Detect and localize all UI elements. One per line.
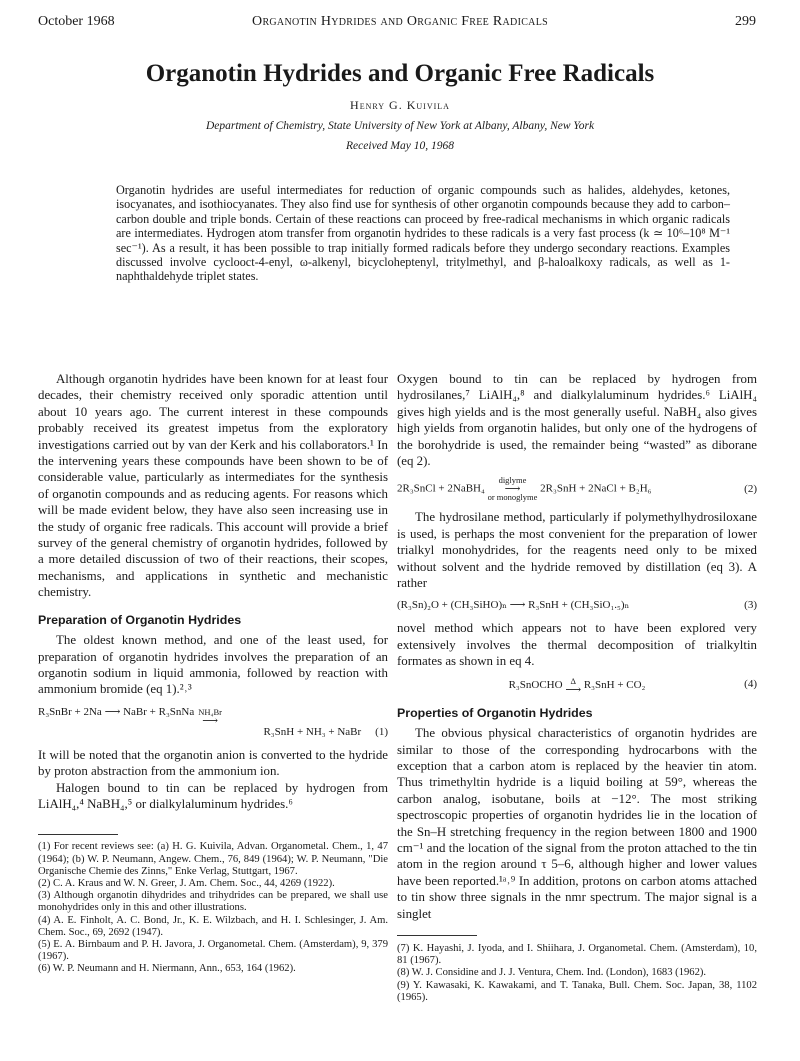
equation-2-number: (2) — [744, 482, 757, 495]
author-name: Henry G. Kuivila — [350, 98, 450, 112]
equation-4-number: (4) — [744, 677, 757, 690]
equation-2-arrow — [488, 476, 538, 502]
equation-4-arrow — [565, 677, 581, 694]
received-date: Received May 10, 1968 — [346, 140, 454, 152]
preparation-paragraph-5: The hydrosilane method, particularly if polymethylhydrosiloxane is used, is perhaps the most convenient for the preparation of lower trialkyl monohydrides, for the reagents need only to be mixed without solvent and the hydride removed by distillation (eq 3). A rather — [397, 510, 757, 591]
right-column — [397, 371, 757, 1004]
equation-3 — [397, 598, 757, 613]
equation-2-solvent: diglyme — [498, 475, 527, 486]
reaction-arrow-icon: ⟶ — [504, 483, 521, 496]
equation-1-number: (1) — [375, 725, 388, 738]
section-heading-preparation: Preparation of Organotin Hydrides — [38, 612, 242, 627]
footnote-3: (3) Although organotin dihydrides and trihydrides can be prepared, we shall use monohydrides only in this and other illustrations. — [38, 890, 388, 914]
equation-2-products: 2R₃SnH + 2NaCl + B₂H₆ — [540, 482, 652, 495]
footnote-5: (5) E. A. Birnbaum and P. H. Javora, J. Organometal. Chem. (Amsterdam), 9, 379 (1967). — [38, 938, 388, 963]
left-column — [38, 371, 388, 976]
equation-4-products: R₃SnH + CO₂ — [583, 678, 646, 691]
equation-1-reagent: NH₄Br — [198, 706, 222, 717]
running-header-title: Organotin Hydrides and Organic Free Radicals — [252, 14, 548, 29]
footnote-6: (6) W. P. Neumann and H. Niermann, Ann., 653, 164 (1962). — [38, 963, 296, 975]
preparation-paragraph-1: The oldest known method, and one of the least used, for preparation of organotin hydrides involves the preparation of an organotin sodium in liquid ammonia, followed by reaction with ammonium bromide (eq 1).²˒³ — [38, 633, 388, 697]
footnote-divider — [38, 834, 118, 835]
equation-4 — [397, 677, 757, 694]
properties-paragraph-1: The obvious physical characteristics of organotin hydrides are similar to those of the corresponding hydrocarbons with the exception that a carbon atom is replaced by the heavier tin atom. Thus trimethyltin hydride is a liquid boiling at 59°, whereas the carbon analog, isobutane, boils at −12°. The most striking spectroscopic properties of organotin hydrides lie in the location of the Sn–H stretching frequency in the region between 1800 and 1900 cm⁻¹ and the location of the signal from the proton attached to the tin atom in the region around τ 5–6, although higher and lower values have been reported.¹ᵃ˒⁹ In addition, protons on carbon atoms attached to tin show three signals in the nmr spectrum. The major signal is a singlet — [397, 726, 757, 921]
preparation-paragraph-6: novel method which appears not to have been explored very extensively involves the thermal decomposition of trialkyltin formates as shown in eq 4. — [397, 621, 757, 669]
reaction-arrow-icon: ⟶ — [202, 714, 218, 727]
equation-2 — [397, 476, 757, 502]
footnote-1: (1) For recent reviews see: (a) H. G. Kuivila, Advan. Organometal. Chem., 1, 47 (1964); (b) W. P. Neumann, Angew. Chem., 76, 849 (1964); W. P. Neumann, "Die Organische Chemie des Zinns," Enke Verlag, Stuttgart, 1967. — [38, 841, 388, 877]
equation-1-arrow — [198, 708, 222, 725]
footnote-8: (8) W. J. Considine and J. J. Ventura, Chem. Ind. (London), 1683 (1962). — [397, 967, 707, 979]
article-title: Organotin Hydrides and Organic Free Radicals — [145, 60, 655, 87]
equation-3-body: (R₃Sn)₂O + (CH₃SiHO)ₙ ⟶ R₃SnH + (CH₃SiO₁.₅)ₙ — [397, 599, 630, 612]
equation-2-reactants: 2R₃SnCl + 2NaBH₄ — [397, 482, 485, 495]
equation-3-number: (3) — [744, 599, 757, 612]
footnote-7: (7) K. Hayashi, J. Iyoda, and I. Shiihara, J. Organometal. Chem. (Amsterdam), 10, 81 (1967). — [397, 942, 757, 967]
page-number: 299 — [735, 14, 756, 29]
footnote-4: (4) A. E. Finholt, A. C. Bond, Jr., K. E. Wilzbach, and H. I. Schlesinger, J. Am. Chem. Soc., 69, 2692 (1947). — [38, 914, 388, 938]
preparation-paragraph-4: Oxygen bound to tin can be replaced by hydrogen from hydrosilanes,⁷ LiAlH₄,⁸ and dialkylaluminum hydrides.⁶ LiAlH₄ gives high yields and is the most generally useful. NaBH₄ also gives high yields from organotin halides, but only one of the hydrogens of the borohydride is used, the remainder being “wasted” as diborane (eq 2). — [397, 372, 757, 469]
author-affiliation: Department of Chemistry, State University of New York at Albany, Albany, New York — [205, 120, 595, 132]
footnote-9: (9) Y. Kawasaki, K. Kawakami, and T. Tanaka, Bull. Chem. Soc. Japan, 38, 1102 (1965). — [397, 979, 757, 1003]
preparation-paragraph-3: Halogen bound to tin can be replaced by hydrogen from LiAlH₄,⁴ NaBH₄,⁵ or dialkylaluminum hydrides.⁶ — [38, 780, 388, 811]
equation-4-reactant: R₃SnOCHO — [508, 678, 563, 691]
footnote-divider — [397, 935, 477, 936]
equation-4-heat: Δ — [570, 675, 576, 686]
section-heading-properties: Properties of Organotin Hydrides — [397, 705, 593, 720]
reaction-arrow-icon: ⟶ — [565, 683, 582, 696]
equation-1-line-1: R₃SnBr + 2Na ⟶ NaBr + R₃SnNa — [38, 705, 195, 718]
equation-1-line-2: R₃SnH + NH₃ + NaBr — [263, 725, 362, 738]
running-header-date: October 1968 — [38, 14, 115, 29]
equation-1 — [38, 705, 388, 740]
footnote-2: (2) C. A. Kraus and W. N. Greer, J. Am. Chem. Soc., 44, 4269 (1922). — [38, 877, 335, 889]
intro-paragraph: Although organotin hydrides have been known for at least four decades, their chemistry received only sporadic attention until about 10 years ago. The current interest in these compounds probably received its greatest impetus from the exploratory investigations carried out by van der Kerk and his collaborators.¹ In the intervening years these compounds have been shown to be of considerable value, particularly as intermediates for the synthesis of organotin compounds and as reducing agents. For reasons which will be made evident below, they have also seen increasing use in the study of organic free radicals. This account will provide a brief survey of the general chemistry of organotin hydrides, followed by a more detailed discussion of two of their reactions, their scopes, mechanisms, and applications in synthetic and mechanistic chemistry. — [38, 372, 388, 600]
abstract: Organotin hydrides are useful intermediates for reduction of organic compounds such as halides, aldehydes, ketones, isocyanates, and isothiocyanates. They also find use for synthesis of other organotin compounds because they add to carbon–carbon double and triple bonds. Certain of these reactions can proceed by free-radical mechanisms in which organic radicals are intermediates. Hydrogen atom transfer from organotin hydrides to these radicals is a very fast process (k ≃ 10⁶–10⁸ M⁻¹ sec⁻¹). As a result, it has been possible to trap initially formed radicals before they undergo secondary reactions. Examples discussed involve cyclooct-4-enyl, ω-alkenyl, bicycloheptenyl, tritylmethyl, and β-haloalkoxy radicals, as well as 1-naphthaldehyde triplet states. — [116, 183, 730, 284]
preparation-paragraph-2: It will be noted that the organotin anion is converted to the hydride by proton abstraction from the ammonium ion. — [38, 747, 388, 779]
equation-2-solvent-alt: or monoglyme — [487, 492, 538, 503]
